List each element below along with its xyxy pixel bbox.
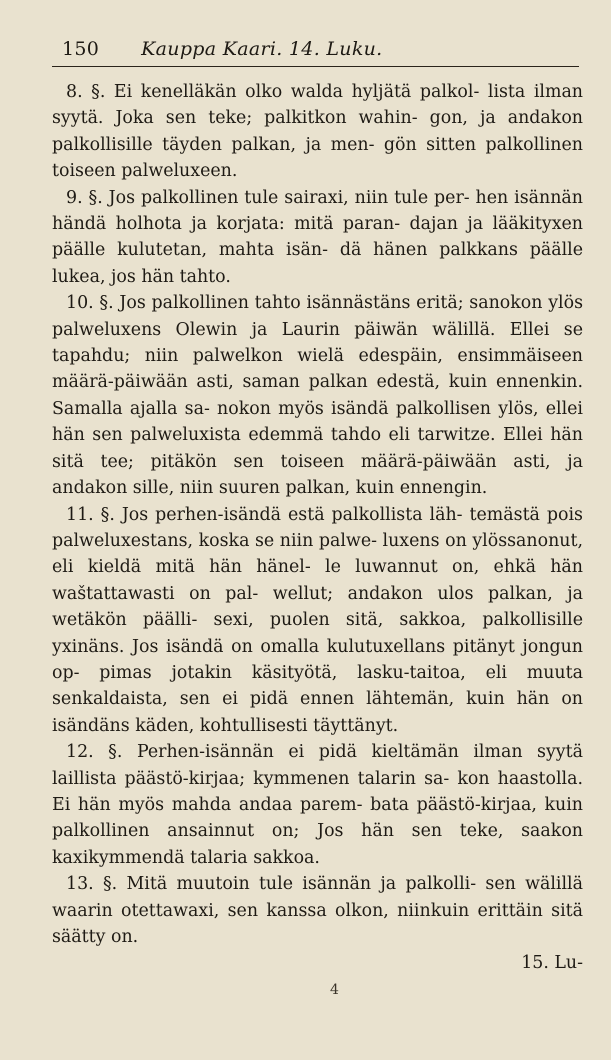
section-number: 9. §. [66, 187, 103, 208]
section-number: 13. §. [66, 874, 118, 895]
section-text: Jos perhen-isändä estä palkollista läh- temästä pois palweluxestans, koska se niin palwe- luxens on ylössanonut, eli kieldä mitä hän hänel- le luwannut on, ehkä hän waštattawasti on pal- wellut; andakon ulos palkan, ja wetäkön päälli- sexi, puolen sitä, sakkoa, palkollisille yxinäns. Jos isändä on omalla kulutuxellans pitänyt jongun op- pimas jotakin käsityötä, lasku-taitoa, eli muuta senkaldaista, sen ei pidä ennen lähtemän, kuin hän on isändäns käden, kohtullisesti täyttänyt. [52, 504, 583, 736]
page-number: 150 [62, 38, 100, 60]
section-8-paragraph [52, 79, 583, 185]
section-text: Jos palkollinen tahto isännästäns eritä; sanokon ylös palweluxens Olewin ja Laurin päiwän wälillä. Ellei se tapahdu; niin palwelkon wielä edespäin, ensimmäiseen määrä-päiwään asti, saman palkan edestä, kuin ennenkin. Samalla ajalla sa- nokon myös isändä palkollisen ylös, ellei hän sen palweluxista edemmä tahdo eli tarwitze. Ellei hän sitä tee; pitäkön sen toiseen määrä-päiwään asti, ja andakon sille, niin suuren palkan, kuin ennengin. [52, 293, 583, 499]
section-text: Perhen-isännän ei pidä kieltämän ilman syytä laillista päästö-kirjaa; kymmenen talarin sa- kon haastolla. Ei hän myös mahda andaa parem- bata päästö-kirjaa, kuin palkollinen ansainnut on; Jos hän sen teke, saakon kaxikymmendä talaria sakkoa. [52, 742, 583, 868]
section-number: 8. §. [66, 82, 106, 102]
running-title: Kauppa Kaari. 14. Luku. [141, 38, 383, 60]
stray-mark: 4 [330, 982, 339, 998]
section-text: Jos palkollinen tule sairaxi, niin tule per- hen isännän händä holhota ja korjata: mitä paran- dajan ja lääkityxen päälle kulutetan, mahta isän- dä hänen palkkans päälle lukea, jos hän tahto. [52, 187, 583, 287]
section-number: 11. §. [66, 504, 115, 525]
section-number: 12. §. [66, 742, 123, 763]
section-9-paragraph [52, 185, 583, 291]
catchword: 15. Lu- [521, 953, 583, 974]
section-13-paragraph [52, 871, 583, 950]
section-10-paragraph [52, 290, 583, 501]
page-header [52, 38, 579, 67]
section-number: 10. §. [66, 293, 114, 314]
page-body [52, 79, 583, 977]
section-text: Mitä muutoin tule isännän ja palkolli- sen wälillä waarin otettawaxi, sen kanssa olkon, niinkuin erittäin sitä säätty on. [52, 874, 583, 947]
section-12-paragraph [52, 739, 583, 871]
section-11-paragraph [52, 502, 583, 740]
section-text: Ei kenelläkän olko walda hyljätä palkol- lista ilman syytä. Joka sen teke; palkitkon wahin- gon, ja andakon palkollisille täyden palkan, ja men- gön sitten palkollinen toiseen palweluxeen. [52, 82, 584, 182]
